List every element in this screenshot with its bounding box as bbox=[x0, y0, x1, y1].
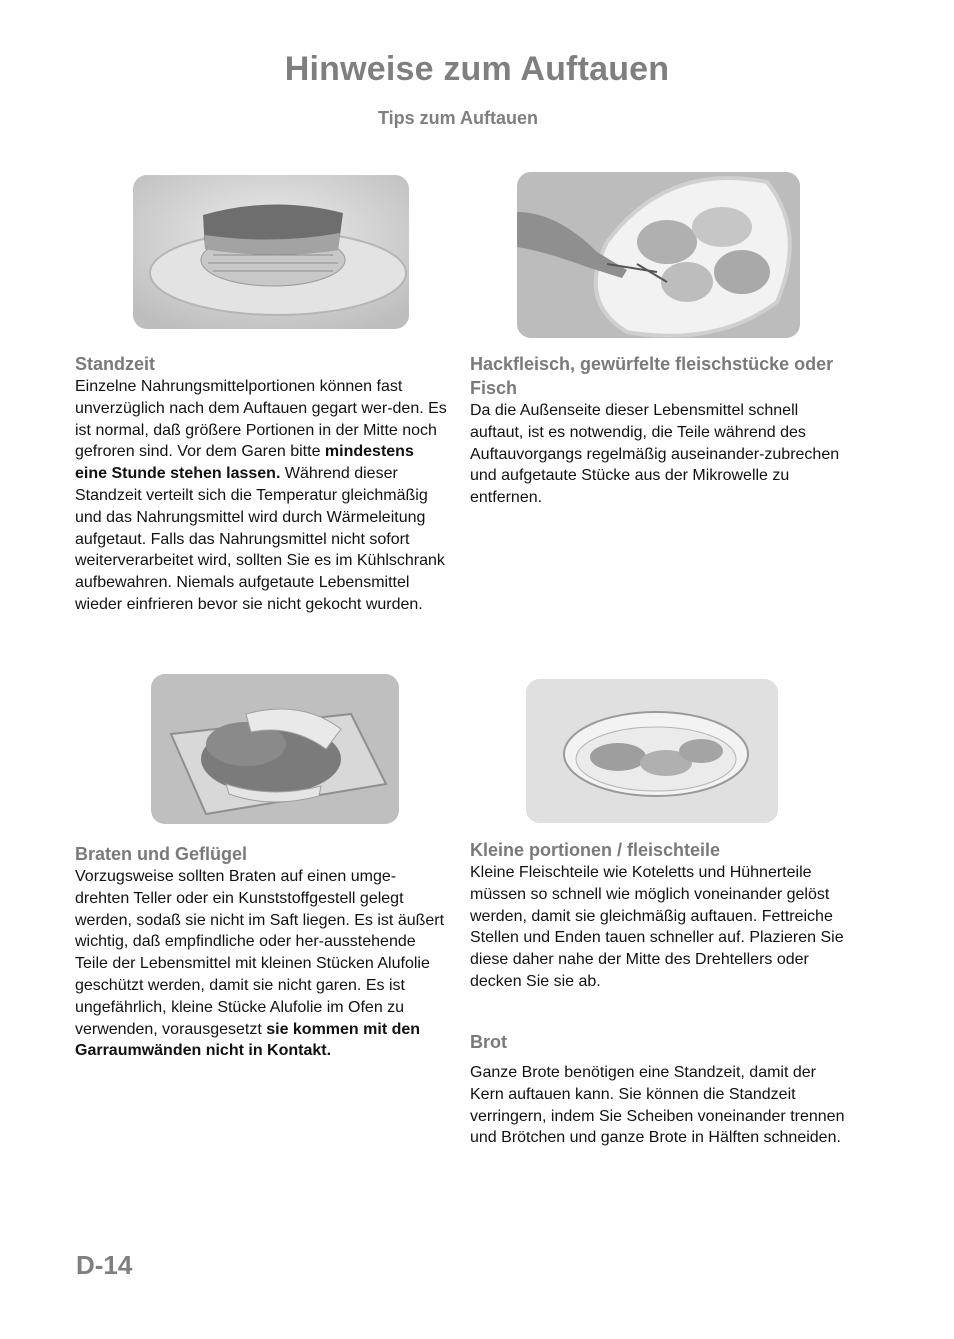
section-braten-text: Vorzugsweise sollten Braten auf einen umge-drehten Teller oder ein Kunststoffgestell gelegt werden, sodaß sie nicht im Saft liegen. Es ist äußert wichtig, daß empfindliche oder her-ausstehende Teile der Lebensmittel mit kleinen Stücken Alufolie geschützt werden, damit sie nicht garen. Es ist ungefährlich, kleine Stücke Alufolie im Ofen zu verwenden, vorausgesetzt sie kommen mit den Garraumwänden nicht in Kontakt. bbox=[75, 868, 445, 1060]
poultry-in-dish-photo bbox=[151, 674, 399, 824]
section-brot-heading: Brot bbox=[470, 1032, 507, 1052]
page-subtitle: Tips zum Auftauen bbox=[377, 108, 538, 128]
section-hackfleisch bbox=[470, 352, 845, 509]
section-kleine-text: Kleine Fleischteile wie Koteletts und Hühnerteile müssen so schnell wie möglich voneinander gelöst werden, damit sie gleichmäßig auftauen. Fettreiche Stellen und Enden tauen schneller auf. Plazieren Sie diese daher nahe der Mitte des Drehtellers oder decken Sie sie ab. bbox=[470, 864, 844, 990]
section-kleine-heading: Kleine portionen / fleischteile bbox=[470, 840, 721, 860]
page-number: D-14 bbox=[76, 1250, 133, 1280]
section-braten bbox=[75, 842, 450, 1062]
section-standzeit-heading: Standzeit bbox=[75, 354, 156, 374]
section-kleine bbox=[470, 838, 845, 993]
chicken-pieces-dish-photo bbox=[526, 679, 778, 823]
section-brot-text: Ganze Brote benötigen eine Standzeit, damit der Kern auftauen kann. Sie können die Standzeit verringern, indem Sie Scheiben voneinander trennen und Brötchen und ganze Brote in Hälften schneiden. bbox=[470, 1064, 845, 1147]
section-hackfleisch-heading: Hackfleisch, gewürfelte fleischstücke oder Fisch bbox=[470, 354, 834, 398]
page-title: Hinweise zum Auftauen bbox=[284, 50, 670, 88]
section-standzeit bbox=[75, 352, 450, 616]
section-standzeit-text: Einzelne Nahrungsmittelportionen können fast unverzüglich nach dem Auftauen gegart wer-den. Es ist normal, daß größere Portionen in der Mitte noch gefroren sind. Vor dem Garen bitte mindestens eine Stunde stehen lassen. Während dieser Standzeit verteilt sich die Temperatur gleichmäßig und das Nahrungsmittel wird durch Wärmeleitung aufgetaut. Falls das Nahrungsmittel nicht sofort weiterverarbeitet wird, sollten Sie es im Kühlschrank aufbewahren. Niemals aufgetaute Lebensmittel wieder einfrieren bevor sie nicht gekocht wurden. bbox=[75, 378, 447, 613]
section-brot bbox=[470, 1030, 845, 1149]
roast-on-rack-photo bbox=[133, 175, 409, 329]
section-hackfleisch-text: Da die Außenseite dieser Lebensmittel schnell auftaut, ist es notwendig, die Teile während des Auftauvorgangs regelmäßig auseinander-zubrechen und aufgetaute Stücke aus der Mikrowelle zu entfernen. bbox=[470, 402, 840, 507]
section-braten-heading: Braten und Geflügel bbox=[75, 844, 248, 864]
meat-pieces-fork-photo bbox=[517, 172, 800, 338]
